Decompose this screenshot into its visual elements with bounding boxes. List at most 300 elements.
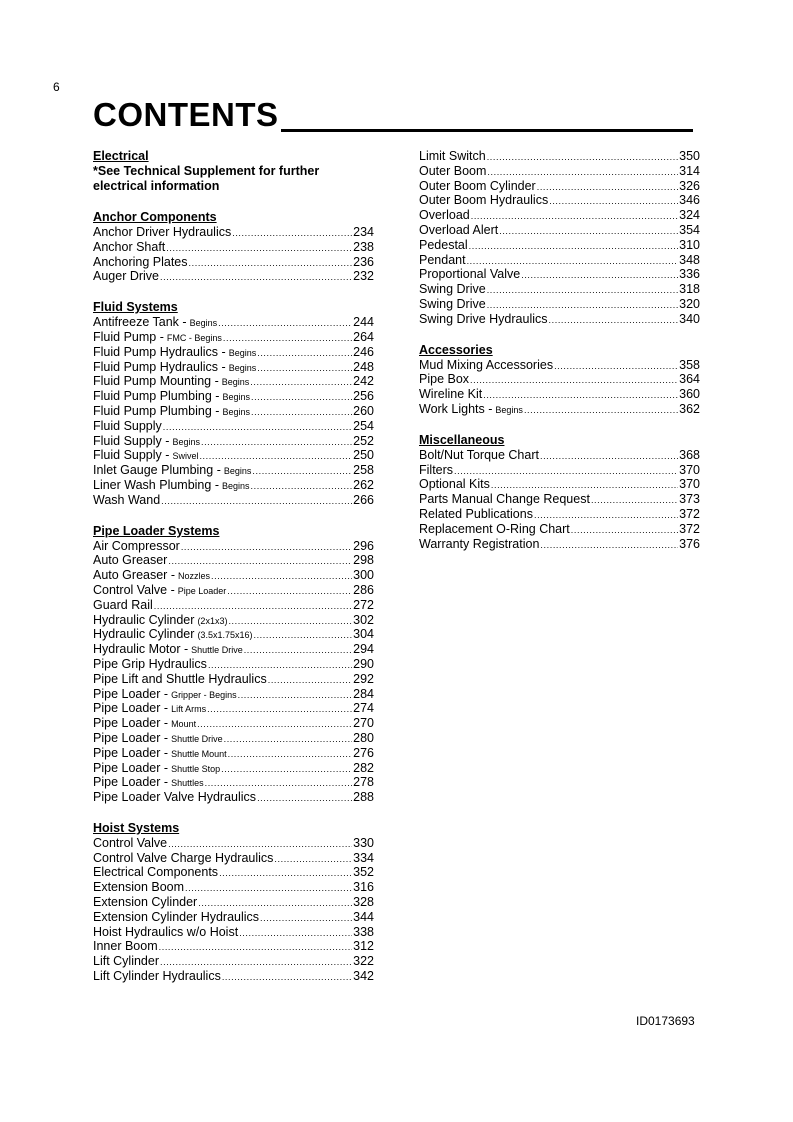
entry-label: Hoist Hydraulics w/o Hoist <box>93 924 239 939</box>
entry-label: Fluid Pump Hydraulics - <box>93 359 226 374</box>
toc-entry[interactable] <box>93 389 374 404</box>
entry-label: Hydraulic Motor - <box>93 642 189 657</box>
dot-leader <box>201 434 352 450</box>
entry-page-number: 262 <box>353 477 374 492</box>
entry-label: Bolt/Nut Torque Chart <box>419 447 539 462</box>
toc-entry[interactable] <box>93 925 374 940</box>
entry-label: Outer Boom Hydraulics <box>419 193 549 208</box>
entry-label: Parts Manual Change Request <box>419 492 590 507</box>
entry-page-number: 274 <box>353 701 374 716</box>
entry-page-number: 292 <box>353 671 374 686</box>
toc-entry[interactable] <box>419 358 700 373</box>
entry-label: Fluid Pump Plumbing - <box>93 389 220 404</box>
entry-page-number: 344 <box>353 909 374 924</box>
entry-qualifier: Gripper - Begins <box>171 689 237 700</box>
entry-page-number: 278 <box>353 775 374 790</box>
dot-leader <box>483 387 678 403</box>
entry-page-number: 254 <box>353 418 374 433</box>
dot-leader <box>454 463 678 479</box>
entry-qualifier: (3.5x1.75x16) <box>197 630 253 641</box>
entry-page-number: 236 <box>353 254 374 269</box>
toc-entry[interactable] <box>93 836 374 851</box>
dot-leader <box>228 613 352 629</box>
entry-label: Pipe Grip Hydraulics <box>93 656 207 671</box>
dot-leader <box>549 193 678 209</box>
entry-page-number: 310 <box>679 237 700 252</box>
dot-leader <box>549 312 679 328</box>
dot-leader <box>160 269 352 285</box>
dot-leader <box>499 223 678 239</box>
entry-label: Pipe Loader - <box>93 775 169 790</box>
entry-page-number: 376 <box>679 536 700 551</box>
toc-entry[interactable] <box>419 372 700 387</box>
entry-page-number: 290 <box>353 656 374 671</box>
entry-page-number: 346 <box>679 193 700 208</box>
toc-entry[interactable] <box>93 493 374 508</box>
toc-entry[interactable] <box>419 238 700 253</box>
entry-page-number: 368 <box>679 447 700 462</box>
toc-entry[interactable] <box>419 149 700 164</box>
toc-entry[interactable] <box>93 374 374 389</box>
dot-leader <box>161 493 352 509</box>
toc-entry[interactable] <box>419 253 700 268</box>
entry-label: Fluid Supply - <box>93 433 170 448</box>
entry-label: Replacement O-Ring Chart <box>419 521 570 536</box>
entry-qualifier: Shuttle Drive <box>171 733 223 744</box>
dot-leader <box>227 583 352 599</box>
entry-page-number: 250 <box>353 448 374 463</box>
entry-page-number: 298 <box>353 553 374 568</box>
entry-page-number: 244 <box>353 315 374 330</box>
toc-entry[interactable] <box>419 282 700 297</box>
toc-entry[interactable] <box>93 360 374 375</box>
entry-page-number: 322 <box>353 954 374 969</box>
toc-entry[interactable] <box>93 568 374 583</box>
entry-label: Anchor Shaft <box>93 239 166 254</box>
entry-page-number: 266 <box>353 492 374 507</box>
toc-entry[interactable] <box>93 463 374 478</box>
entry-page-number: 304 <box>353 627 374 642</box>
entry-qualifier: Begins <box>221 480 250 491</box>
toc-entry[interactable] <box>419 312 700 327</box>
toc-entry[interactable] <box>93 672 374 687</box>
toc-entry[interactable] <box>93 583 374 598</box>
entry-label: Swing Drive <box>419 282 486 297</box>
dot-leader <box>222 969 352 985</box>
section-fluid-systems <box>93 300 374 507</box>
dot-leader <box>197 716 352 732</box>
entry-label: Proportional Valve <box>419 267 521 282</box>
entry-label: Hydraulic Cylinder <box>93 627 195 642</box>
entry-qualifier: Shuttles <box>171 778 204 789</box>
entry-qualifier: Pipe Loader <box>177 585 227 596</box>
section-hoist-systems <box>93 821 374 984</box>
toc-entry[interactable] <box>93 642 374 657</box>
dot-leader <box>199 448 352 464</box>
toc-entry[interactable] <box>93 851 374 866</box>
entry-qualifier: Shuttle Stop <box>171 763 221 774</box>
entry-page-number: 370 <box>679 477 700 492</box>
toc-entry[interactable] <box>419 164 700 179</box>
dot-leader <box>198 895 352 911</box>
entry-page-number: 358 <box>679 357 700 372</box>
entry-qualifier: Begins <box>228 362 257 373</box>
entry-label: Auto Greaser - <box>93 568 175 583</box>
toc-entry[interactable] <box>93 939 374 954</box>
entry-page-number: 264 <box>353 329 374 344</box>
section-accessories <box>419 343 700 417</box>
entry-qualifier: Nozzles <box>177 571 210 582</box>
entry-qualifier: Begins <box>222 392 250 403</box>
toc-entry[interactable] <box>93 746 374 761</box>
entry-page-number: 340 <box>679 311 700 326</box>
entry-page-number: 280 <box>353 730 374 745</box>
section-miscellaneous <box>419 433 700 552</box>
entry-label: Optional Kits <box>419 477 490 492</box>
document-id: ID0173693 <box>636 1014 695 1028</box>
contents-column-right <box>419 149 700 567</box>
dot-leader <box>251 478 353 494</box>
toc-entry[interactable] <box>93 315 374 330</box>
entry-page-number: 334 <box>353 850 374 865</box>
dot-leader <box>524 402 678 418</box>
section-continued <box>419 149 700 327</box>
entry-page-number: 234 <box>353 225 374 239</box>
entry-qualifier: Lift Arms <box>171 704 207 715</box>
dot-leader <box>160 954 352 970</box>
toc-entry[interactable] <box>93 419 374 434</box>
dot-leader <box>218 315 352 331</box>
toc-entry[interactable] <box>93 716 374 731</box>
dot-leader <box>207 701 352 717</box>
entry-qualifier: Begins <box>228 347 257 358</box>
entry-label: Pipe Loader - <box>93 730 169 745</box>
entry-page-number: 348 <box>679 252 700 267</box>
entry-page-number: 252 <box>353 433 374 448</box>
toc-entry[interactable] <box>419 208 700 223</box>
toc-entry[interactable] <box>93 790 374 805</box>
entry-label: Anchoring Plates <box>93 254 188 269</box>
entry-page-number: 314 <box>679 163 700 178</box>
entry-page-number: 342 <box>353 969 374 984</box>
toc-entry[interactable] <box>93 910 374 925</box>
entry-label: Filters <box>419 462 454 477</box>
entry-label: Electrical Components <box>93 865 219 880</box>
toc-entry[interactable] <box>93 269 374 284</box>
toc-entry[interactable] <box>419 492 700 507</box>
entry-label: Liner Wash Plumbing - <box>93 477 219 492</box>
entry-page-number: 276 <box>353 745 374 760</box>
toc-entry[interactable] <box>93 255 374 270</box>
toc-entry[interactable] <box>419 223 700 238</box>
entry-page-number: 330 <box>353 835 374 850</box>
section-heading: Miscellaneous <box>419 432 505 447</box>
section-heading: Electrical <box>93 149 149 163</box>
toc-entry[interactable] <box>93 478 374 493</box>
dot-leader <box>181 539 352 555</box>
entry-page-number: 326 <box>679 178 700 193</box>
dot-leader <box>166 240 352 256</box>
entry-page-number: 294 <box>353 642 374 657</box>
entry-page-number: 288 <box>353 790 374 805</box>
dot-leader <box>469 238 678 254</box>
dot-leader <box>534 507 678 523</box>
toc-entry[interactable] <box>419 448 700 463</box>
entry-page-number: 362 <box>679 401 700 416</box>
dot-leader <box>244 642 352 658</box>
dot-leader <box>253 627 352 643</box>
entry-qualifier: Begins <box>222 406 250 417</box>
entry-qualifier: (2x1x3) <box>197 615 228 626</box>
entry-label: Guard Rail <box>93 597 153 612</box>
title-underline <box>281 129 693 132</box>
page-title: CONTENTS <box>93 96 279 133</box>
toc-entry[interactable] <box>93 895 374 910</box>
entry-label: Antifreeze Tank - <box>93 315 187 330</box>
entry-label: Fluid Pump Plumbing - <box>93 403 220 418</box>
entry-label: Swing Drive Hydraulics <box>419 311 548 326</box>
entry-label: Pedestal <box>419 237 468 252</box>
dot-leader <box>467 253 679 269</box>
dot-leader <box>487 297 678 313</box>
dot-leader <box>274 851 352 867</box>
dot-leader <box>221 761 352 777</box>
entry-label: Pipe Box <box>419 372 470 387</box>
dot-leader <box>211 568 352 584</box>
entry-label: Anchor Driver Hydraulics <box>93 225 232 239</box>
entry-page-number: 260 <box>353 403 374 418</box>
entry-qualifier: Begins <box>189 318 218 329</box>
entry-label: Overload Alert <box>419 222 499 237</box>
dot-leader <box>257 345 352 361</box>
entry-page-number: 272 <box>353 597 374 612</box>
entry-label: Fluid Supply <box>93 418 162 433</box>
entry-page-number: 302 <box>353 612 374 627</box>
dot-leader <box>252 463 352 479</box>
entry-qualifier: Shuttle Mount <box>171 748 227 759</box>
entry-label: Lift Cylinder <box>93 954 159 969</box>
entry-label: Auto Greaser <box>93 553 168 568</box>
toc-entry[interactable] <box>419 402 700 417</box>
entry-page-number: 373 <box>679 492 700 507</box>
toc-entry[interactable] <box>93 598 374 613</box>
entry-page-number: 258 <box>353 463 374 478</box>
dot-leader <box>487 282 678 298</box>
toc-entry[interactable] <box>93 969 374 984</box>
toc-entry[interactable] <box>93 448 374 463</box>
entry-label: Pendant <box>419 252 466 267</box>
toc-entry[interactable] <box>93 225 374 240</box>
toc-entry[interactable] <box>93 761 374 776</box>
entry-page-number: 256 <box>353 389 374 404</box>
toc-entry[interactable] <box>93 775 374 790</box>
toc-entry[interactable] <box>419 387 700 402</box>
dot-leader <box>571 522 678 538</box>
dot-leader <box>491 477 678 493</box>
dot-leader <box>554 358 678 374</box>
entry-qualifier: Begins <box>172 436 200 447</box>
entry-label: Swing Drive <box>419 296 486 311</box>
entry-qualifier: Begins <box>221 377 250 388</box>
section-note: *See Technical Supplement for further electrical information <box>93 164 320 193</box>
page-number: 6 <box>53 80 60 94</box>
dot-leader <box>257 360 352 376</box>
dot-leader <box>540 448 678 464</box>
entry-label: Outer Boom Cylinder <box>419 178 536 193</box>
entry-label: Pipe Lift and Shuttle Hydraulics <box>93 671 267 686</box>
entry-label: Extension Boom <box>93 880 185 895</box>
section-heading: Anchor Components <box>93 210 217 224</box>
section-anchor-components <box>93 210 374 284</box>
entry-page-number: 238 <box>353 239 374 254</box>
toc-entry[interactable] <box>93 330 374 345</box>
entry-label: Extension Cylinder Hydraulics <box>93 909 260 924</box>
entry-qualifier: Shuttle Drive <box>191 645 243 656</box>
entry-page-number: 284 <box>353 686 374 701</box>
toc-entry[interactable] <box>419 507 700 522</box>
toc-entry[interactable] <box>419 463 700 478</box>
toc-entry[interactable] <box>93 345 374 360</box>
dot-leader <box>168 553 352 569</box>
entry-label: Auger Drive <box>93 269 159 284</box>
entry-page-number: 296 <box>353 538 374 553</box>
entry-label: Wireline Kit <box>419 387 483 402</box>
toc-entry[interactable] <box>93 613 374 628</box>
dot-leader <box>239 925 352 941</box>
entry-label: Related Publications <box>419 506 533 521</box>
entry-label: Warranty Registration <box>419 536 540 551</box>
entry-page-number: 338 <box>353 924 374 939</box>
entry-page-number: 312 <box>353 939 374 954</box>
entry-label: Fluid Supply - <box>93 448 170 463</box>
entry-label: Hydraulic Cylinder <box>93 612 195 627</box>
dot-leader <box>228 746 353 762</box>
entry-label: Fluid Pump Mounting - <box>93 374 219 389</box>
entry-label: Control Valve Charge Hydraulics <box>93 850 274 865</box>
dot-leader <box>250 374 352 390</box>
dot-leader <box>260 910 352 926</box>
entry-label: Pipe Loader - <box>93 760 169 775</box>
toc-entry[interactable] <box>419 179 700 194</box>
toc-entry[interactable] <box>419 477 700 492</box>
toc-entry[interactable] <box>419 537 700 552</box>
entry-page-number: 372 <box>679 521 700 536</box>
entry-page-number: 372 <box>679 506 700 521</box>
entry-page-number: 354 <box>679 222 700 237</box>
toc-entry[interactable] <box>419 522 700 537</box>
entry-label: Air Compressor <box>93 538 180 553</box>
entry-label: Mud Mixing Accessories <box>419 357 554 372</box>
dot-leader <box>268 672 352 688</box>
entry-label: Fluid Pump - <box>93 329 164 344</box>
dot-leader <box>224 731 353 747</box>
entry-page-number: 328 <box>353 895 374 910</box>
entry-page-number: 324 <box>679 208 700 223</box>
entry-label: Inlet Gauge Plumbing - <box>93 463 221 478</box>
toc-entry[interactable] <box>93 954 374 969</box>
section-heading: Accessories <box>419 342 493 357</box>
dot-leader <box>257 790 352 806</box>
dot-leader <box>591 492 678 508</box>
entry-page-number: 286 <box>353 582 374 597</box>
section-electrical <box>93 149 374 194</box>
dot-leader <box>159 939 353 955</box>
dot-leader <box>471 208 678 224</box>
dot-leader <box>232 225 352 241</box>
entry-label: Work Lights - <box>419 401 493 416</box>
dot-leader <box>537 179 678 195</box>
entry-page-number: 352 <box>353 865 374 880</box>
dot-leader <box>168 836 352 852</box>
entry-label: Lift Cylinder Hydraulics <box>93 969 221 984</box>
toc-entry[interactable] <box>93 404 374 419</box>
toc-entry[interactable] <box>93 553 374 568</box>
dot-leader <box>251 389 352 405</box>
toc-entry[interactable] <box>419 267 700 282</box>
entry-page-number: 246 <box>353 344 374 359</box>
dot-leader <box>205 775 353 791</box>
entry-qualifier: Swivel <box>172 451 199 462</box>
toc-entry[interactable] <box>93 731 374 746</box>
toc-entry[interactable] <box>419 193 700 208</box>
section-pipe-loader-systems <box>93 524 374 805</box>
toc-entry[interactable] <box>93 880 374 895</box>
entry-label: Pipe Loader - <box>93 745 169 760</box>
toc-entry[interactable] <box>93 627 374 642</box>
dot-leader <box>219 865 352 881</box>
dot-leader <box>521 267 678 283</box>
entry-label: Pipe Loader - <box>93 716 169 731</box>
entry-page-number: 350 <box>679 149 700 163</box>
dot-leader <box>223 330 352 346</box>
entry-label: Limit Switch <box>419 149 486 163</box>
entry-label: Wash Wand <box>93 492 161 507</box>
entry-qualifier: Mount <box>171 719 197 730</box>
entry-label: Extension Cylinder <box>93 895 198 910</box>
entry-label: Pipe Loader - <box>93 686 169 701</box>
entry-page-number: 336 <box>679 267 700 282</box>
entry-qualifier: FMC - Begins <box>166 332 222 343</box>
dot-leader <box>185 880 352 896</box>
entry-label: Overload <box>419 208 470 223</box>
entry-page-number: 370 <box>679 462 700 477</box>
dot-leader <box>163 419 352 435</box>
entry-page-number: 320 <box>679 296 700 311</box>
toc-entry[interactable] <box>93 434 374 449</box>
dot-leader <box>487 164 678 180</box>
toc-entry[interactable] <box>93 701 374 716</box>
toc-entry[interactable] <box>419 297 700 312</box>
entry-label: Control Valve - <box>93 582 175 597</box>
contents-column-left <box>93 149 374 1000</box>
entry-label: Outer Boom <box>419 163 487 178</box>
entry-page-number: 242 <box>353 374 374 389</box>
entry-page-number: 270 <box>353 716 374 731</box>
toc-entry[interactable] <box>93 240 374 255</box>
dot-leader <box>251 404 352 420</box>
entry-label: Pipe Loader - <box>93 701 169 716</box>
entry-label: Pipe Loader Valve Hydraulics <box>93 790 257 805</box>
toc-entry[interactable] <box>93 657 374 672</box>
entry-qualifier: Begins <box>223 466 252 477</box>
entry-page-number: 318 <box>679 282 700 297</box>
toc-entry[interactable] <box>93 539 374 554</box>
entry-label: Inner Boom <box>93 939 158 954</box>
toc-entry[interactable] <box>93 687 374 702</box>
toc-entry[interactable] <box>93 865 374 880</box>
entry-page-number: 300 <box>353 568 374 583</box>
entry-page-number: 316 <box>353 880 374 895</box>
